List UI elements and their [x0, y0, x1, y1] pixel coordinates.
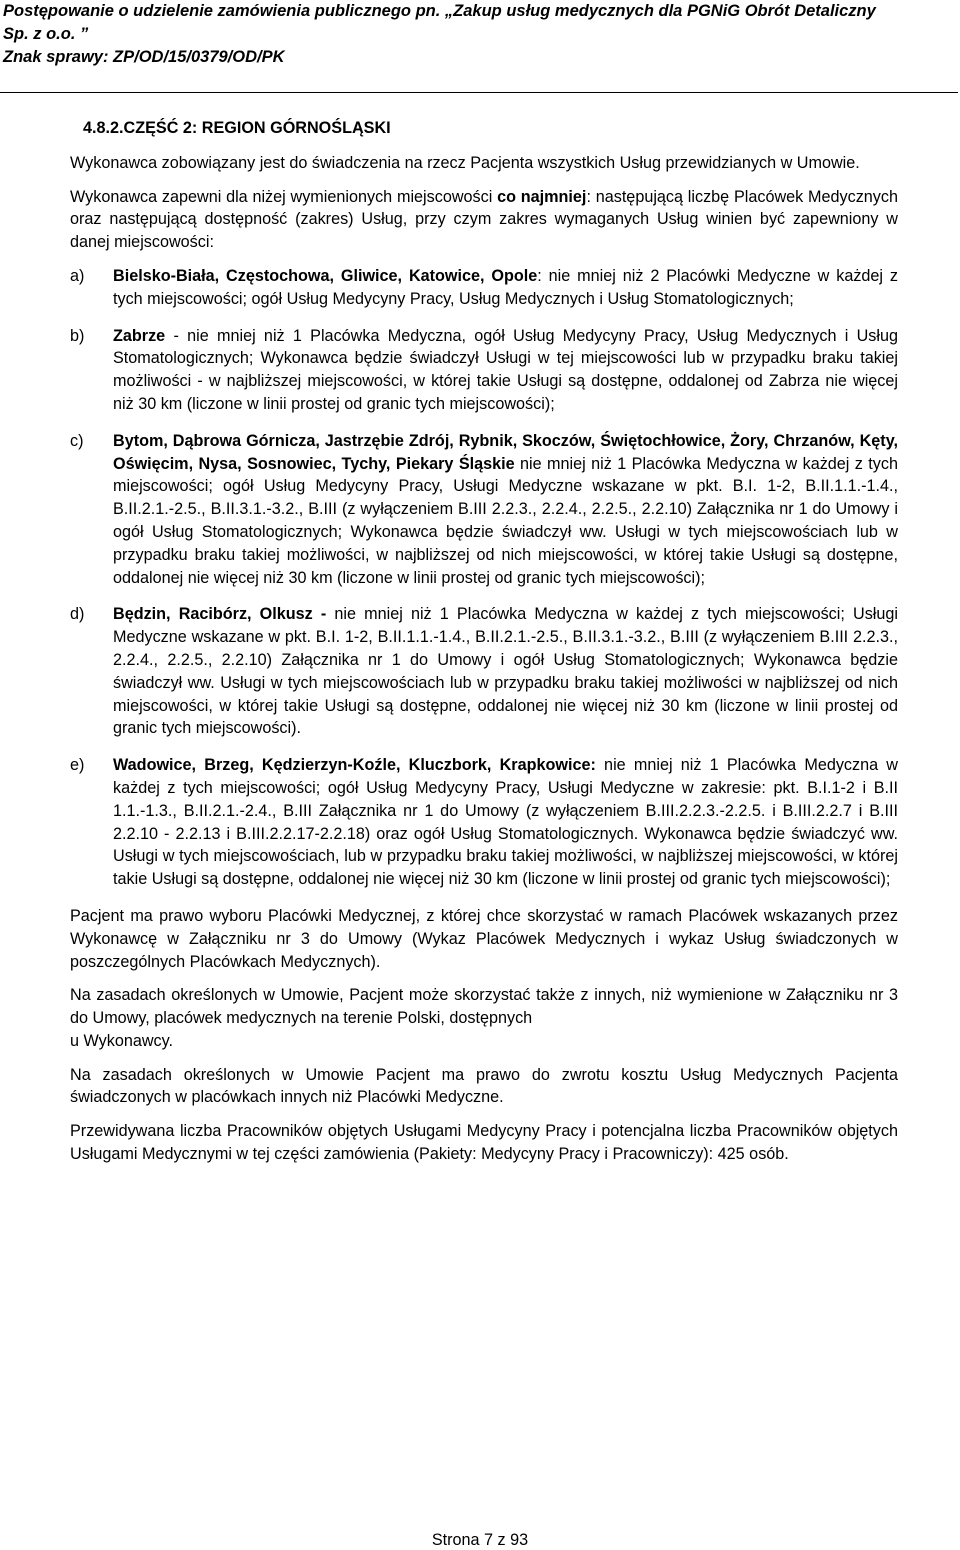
paragraph-other-facilities: [70, 984, 898, 1052]
document-header: [0, 0, 960, 72]
list-item-cities: Bytom, Dąbrowa Górnicza, Jastrzębie Zdrój, Rybnik, Skoczów, Świętochłowice, Żory, Chrzanów, Kęty, Oświęcim, Nysa, Sosnowiec, Tychy, Piekary Śląskie: [113, 431, 898, 473]
list-item-c: [70, 430, 898, 590]
list-item-cities: Bielsko-Biała, Częstochowa, Gliwice, Katowice, Opole: [113, 266, 538, 285]
list-item-d: [70, 603, 898, 740]
list-item-label: d): [70, 605, 85, 624]
page-number: Strona 7 z 93: [431, 1531, 529, 1549]
header-line-3: Znak sprawy: ZP/OD/15/0379/OD/PK: [3, 48, 285, 66]
document-body: [70, 117, 898, 1177]
list-item-text: - nie mniej niż 1 Placówka Medyczna, ogół Usług Medycyny Pracy, Usług Medycznych i Usług Stomatologicznych; Wykonawca będzie świadczył Usługi w tej miejscowości lub w przypadku braku takiej możliwości - w najbliższej miejscowości, w której takie Usługi są dostępne, oddalonej od Zabrza nie więcej niż 30 km (liczone w linii prostej od granic tych miejscowości);: [113, 326, 898, 413]
list-item-b: [70, 325, 898, 416]
section-heading: [83, 117, 898, 140]
list-item-e: [70, 754, 898, 891]
list-item-text: nie mniej niż 1 Placówka Medyczna w każdej z tych miejscowości; ogół Usług Medycyny Pracy, Usługi Medyczne w zakresie: pkt. B.I.1-2 i B.II 1.1.-1.3., B.II.2.1.-2.4., B.III Załącznika nr 1 do Umowy (z wyłączeniem B.III.2.2.3.-2.2.5. i B.III.2.2.7 i B.III 2.2.10 - 2.2.13 i B.III.2.2.17-2.2.18) oraz ogół Usług Stomatologicznych. Wykonawca będzie świadczyć ww. Usługi w tych miejscowościach, lub w przypadku braku takiej możliwości, w najbliższej miejscowości, w której takie Usługi są dostępne, oddalonej nie więcej niż 30 km (liczone w linii prostej od granic tych miejscowości);: [113, 756, 898, 889]
intro-paragraph-1: Wykonawca zobowiązany jest do świadczenia na rzecz Pacjenta wszystkich Usług przewidzianych w Umowie.: [70, 153, 860, 172]
header-line-1: Postępowanie o udzielenie zamówienia publicznego pn. „Zakup usług medycznych dla PGNiG Obrót Detaliczny: [3, 2, 876, 20]
paragraph-employee-count: Przewidywana liczba Pracowników objętych Usługami Medycyny Pracy i potencjalna liczba Pracowników objętych Usługami Medycznymi w tej części zamówienia (Pakiety: Medycyny Pracy i Pracowniczy): 425 osób.: [70, 1122, 898, 1164]
paragraph-other-facilities-line-2: u Wykonawcy.: [70, 1031, 174, 1050]
list-item-label: a): [70, 266, 85, 285]
list-item-cities: Wadowice, Brzeg, Kędzierzyn-Koźle, Kluczbork, Krapkowice:: [113, 756, 596, 775]
list-item-a: [70, 265, 898, 311]
intro2-text-after: : następującą liczbę Placówek Medycznych oraz następującą dostępność (zakres) Usług, przy czym zakres wymaganych Usług winien być zapewniony w danej miejscowości:: [70, 187, 898, 252]
list-item-label: b): [70, 326, 85, 345]
paragraph-other-facilities-line-1: Na zasadach określonych w Umowie, Pacjent może skorzystać także z innych, niż wymienione w Załączniku nr 3 do Umowy, placówek medycznych na terenie Polski, dostępnych: [70, 986, 898, 1028]
paragraph-cost-refund: Na zasadach określonych w Umowie Pacjent ma prawo do zwrotu kosztu Usług Medycznych Pacjenta świadczonych w placówkach innych niż Placówki Medyczne.: [70, 1065, 898, 1107]
header-divider: [0, 92, 958, 93]
section-number: 4.8.2.: [83, 119, 124, 137]
section-title: CZĘŚĆ 2: REGION GÓRNOŚLĄSKI: [123, 119, 391, 137]
list-item-text: : nie mniej niż 2 Placówki Medyczne w każdej z tych miejscowości; ogół Usług Medycyny Pracy, Usług Medycznych i Usług Stomatologicznych;: [113, 266, 898, 308]
list-item-cities: Zabrze: [113, 326, 166, 345]
list-item-label: e): [70, 756, 85, 775]
list-item-text: nie mniej niż 1 Placówka Medyczna w każdej z tych miejscowości; ogół Usług Medycyny Pracy, Usługi Medyczne wskazane w pkt. B.I. 1-2, B.II.1.1.-1.4., B.II.2.1.-2.5., B.II.3.1.-3.2., B.III (z wyłączeniem B.III 2.2.3., 2.2.4., 2.2.5., 2.2.10) Załącznika nr 1 do Umowy i ogół Usług Stomatologicznych; Wykonawca będzie świadczył ww. Usługi w tych miejscowościach lub w przypadku braku takiej możliwości, w najbliższej od nich miejscowości, w której takie Usługi są dostępne, oddalonej nie więcej niż 30 km (liczone w linii prostej od granic tych miejscowości);: [113, 454, 898, 587]
intro2-bold: co najmniej: [497, 187, 587, 206]
list-item-label: c): [70, 431, 84, 450]
list-item-text: nie mniej niż 1 Placówka Medyczna w każdej z tych miejscowości; Usługi Medyczne wskazane w pkt. B.I. 1-2, B.II.1.1.-1.4., B.II.2.1.-2.5., B.II.3.1.-3.2., B.III (z wyłączeniem B.III 2.2.3., 2.2.4., 2.2.5., 2.2.10) Załącznika nr 1 do Umowy i ogół Usług Stomatologicznych; Wykonawca będzie świadczył ww. Usługi w tych miejscowościach lub w przypadku braku takiej możliwości w najbliższej od nich miejscowości, w której takie Usługi są dostępne, oddalonej nie więcej niż 30 km (liczone w linii prostej od granic tych miejscowości).: [113, 605, 898, 738]
header-line-2: Sp. z o.o. ”: [3, 25, 89, 43]
intro-paragraph-2: [70, 186, 898, 254]
paragraph-patient-choice: Pacjent ma prawo wyboru Placówki Medycznej, z której chce skorzystać w ramach Placówek wskazanych przez Wykonawcę w Załączniku nr 3 do Umowy (Wykaz Placówek Medycznych i wykaz Usług świadczonych w poszczególnych Placówkach Medycznych).: [70, 906, 898, 971]
list-item-cities: Będzin, Racibórz, Olkusz -: [113, 605, 327, 624]
intro2-text-before: Wykonawca zapewni dla niżej wymienionych miejscowości: [70, 187, 498, 206]
